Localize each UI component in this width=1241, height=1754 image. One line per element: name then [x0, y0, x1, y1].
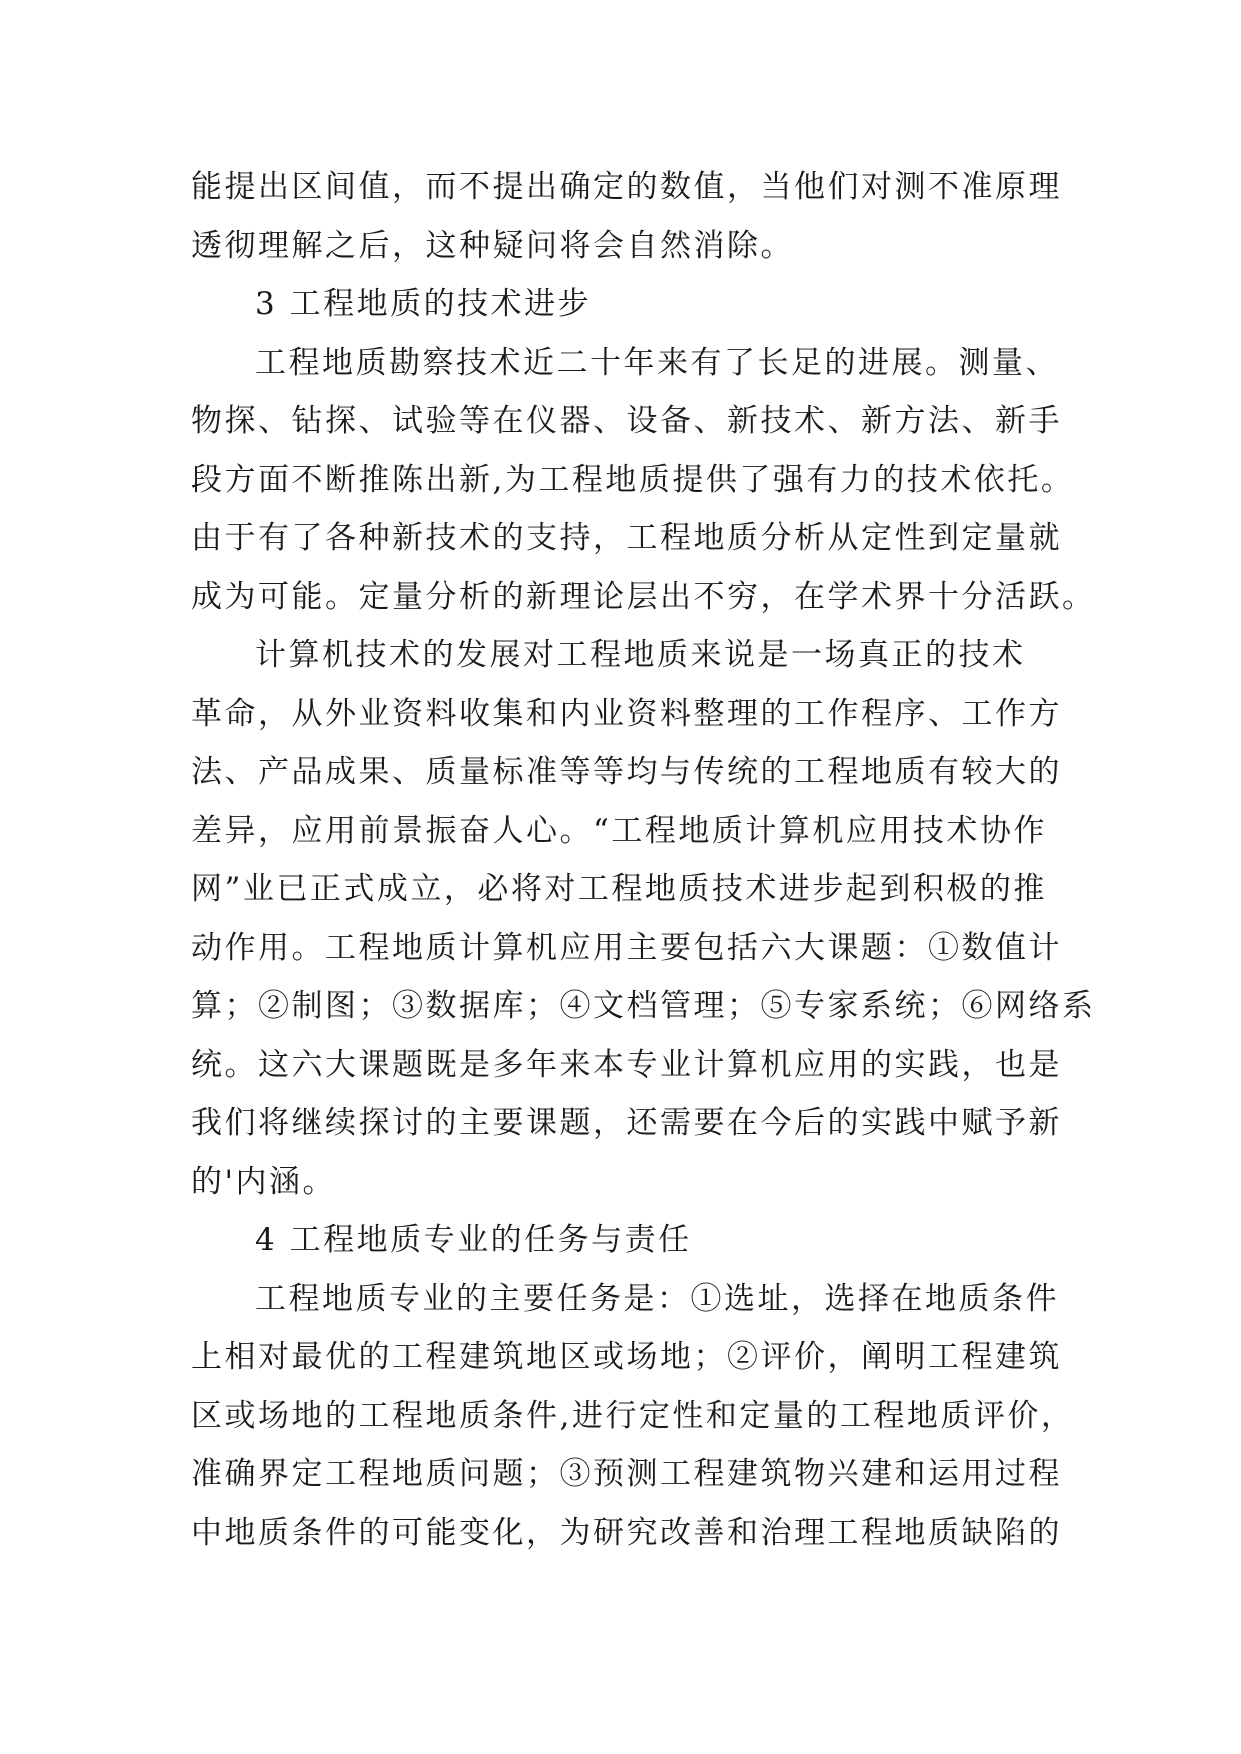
paragraph-line: 网”业已正式成立，必将对工程地质技术进步起到积极的推 — [191, 871, 1047, 907]
paragraph-line: 革命，从外业资料收集和内业资料整理的工作程序、工作方 — [191, 695, 1062, 732]
paragraph-line: 物探、钻探、试验等在仪器、设备、新技术、新方法、新手 — [191, 403, 1062, 439]
paragraph-line: 工程地质专业的主要任务是：①选址，选择在地质条件 — [255, 1280, 1059, 1317]
paragraph-line: 法、产品成果、质量标准等等均与传统的工程地质有较大的 — [191, 754, 1062, 790]
paragraph-line: 由于有了各种新技术的支持，工程地质分析从定性到定量就 — [191, 520, 1062, 556]
paragraph-line: 工程地质勘察技术近二十年来有了长足的进展。测量、 — [255, 344, 1059, 381]
paragraph-line: 计算机技术的发展对工程地质来说是一场真正的技术 — [255, 637, 1026, 673]
paragraph-line: 段方面不断推陈出新,为工程地质提供了强有力的技术依托。 — [191, 461, 1075, 498]
paragraph-line: 准确界定工程地质问题；③预测工程建筑物兴建和运用过程 — [191, 1456, 1062, 1492]
paragraph-line: 透彻理解之后，这种疑问将会自然消除。 — [191, 227, 794, 264]
paragraph-line: 能提出区间值，而不提出确定的数值，当他们对测不准原理 — [191, 169, 1062, 205]
paragraph-line: 中地质条件的可能变化，为研究改善和治理工程地质缺陷的 — [191, 1514, 1062, 1551]
section-heading-4: 4 工程地质专业的任务与责任 — [255, 1222, 692, 1258]
paragraph-line: 算；②制图；③数据库；④文档管理；⑤专家系统；⑥网络系 — [191, 988, 1096, 1024]
paragraph-line: 的'内涵。 — [191, 1163, 337, 1200]
paragraph-line: 上相对最优的工程建筑地区或场地；②评价，阐明工程建筑 — [191, 1339, 1062, 1375]
paragraph-line: 动作用。工程地质计算机应用主要包括六大课题：①数值计 — [191, 929, 1062, 966]
section-heading-3: 3 工程地质的技术进步 — [255, 286, 592, 322]
body-text — [191, 158, 1096, 1562]
paragraph-line: 区或场地的工程地质条件,进行定性和定量的工程地质评价， — [191, 1397, 1075, 1434]
paragraph-line: 成为可能。定量分析的新理论层出不穷，在学术界十分活跃。 — [191, 578, 1096, 615]
paragraph-line: 我们将继续探讨的主要课题，还需要在今后的实践中赋予新 — [191, 1105, 1062, 1141]
paragraph-line: 统。这六大课题既是多年来本专业计算机应用的实践，也是 — [191, 1046, 1062, 1083]
paragraph-line: 差异，应用前景振奋人心。“工程地质计算机应用技术协作 — [191, 812, 1047, 849]
